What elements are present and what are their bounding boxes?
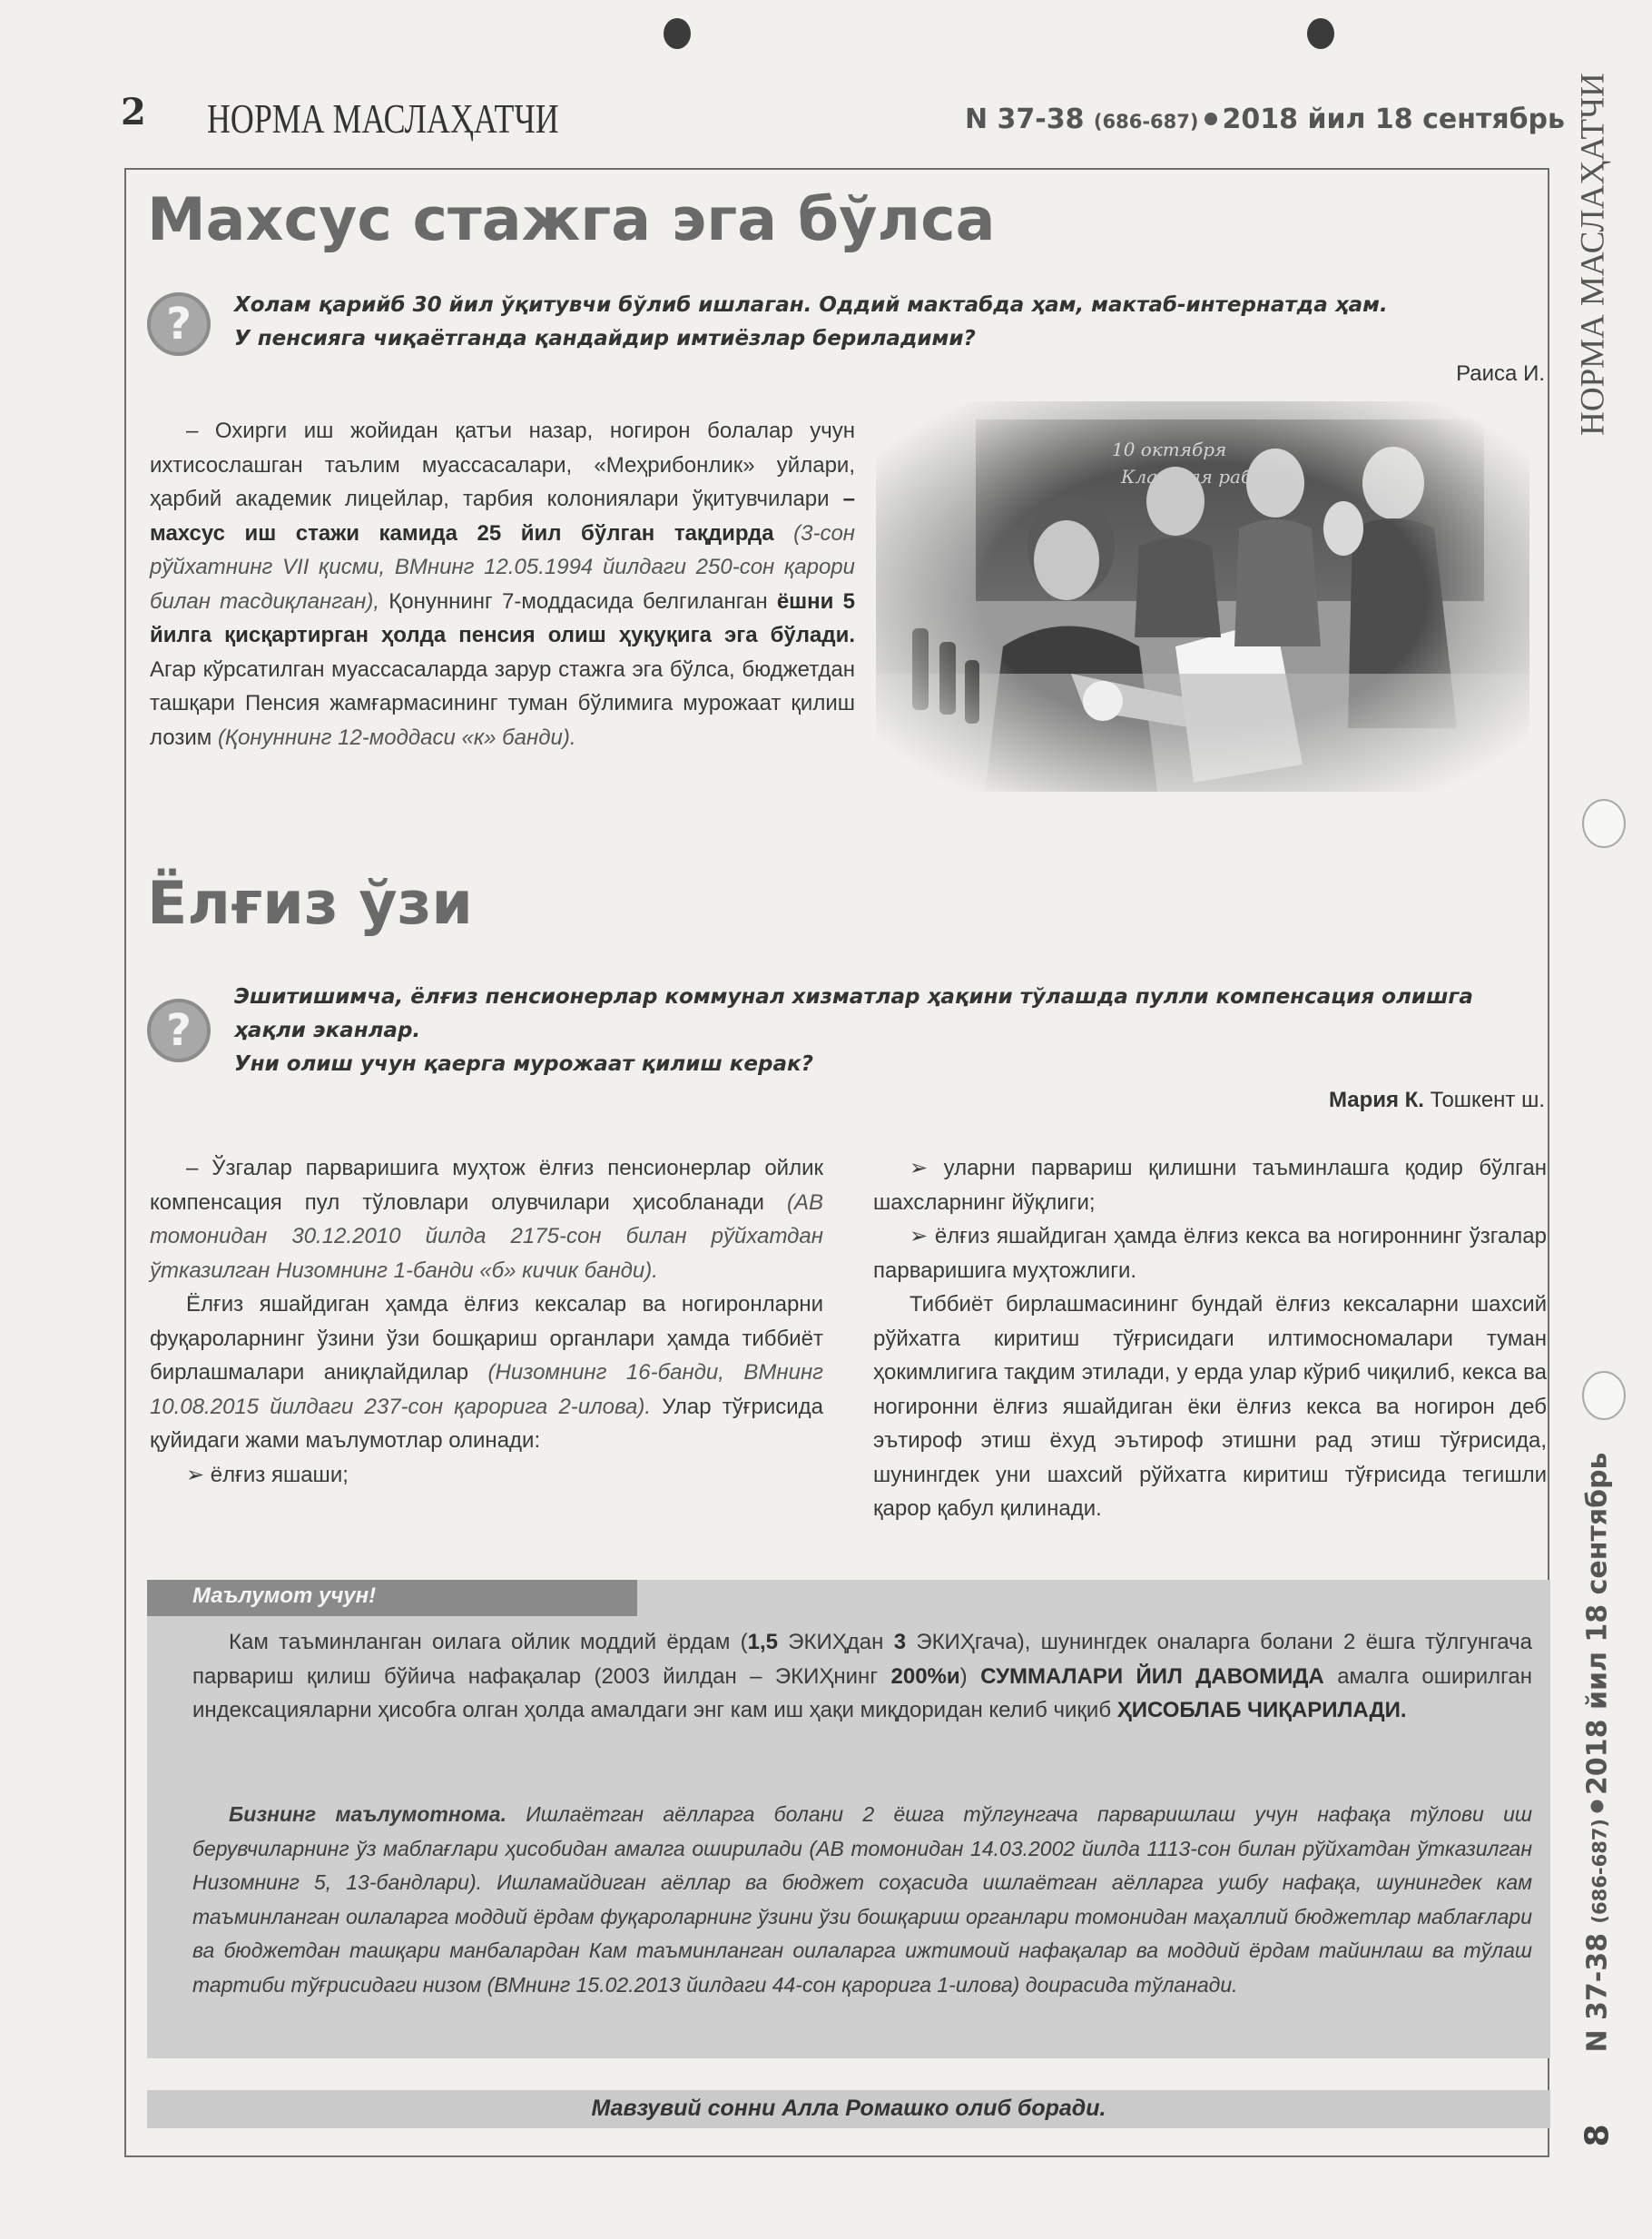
margin-ring-top — [1582, 799, 1626, 848]
side-issue-date: 2018 йил 18 сентябрь — [1581, 1452, 1614, 1795]
binder-hole-left — [664, 18, 691, 49]
classroom-photo — [876, 401, 1529, 792]
article1-author: Раиса И. — [1456, 361, 1545, 386]
bullet-dot-icon — [1205, 113, 1217, 125]
binder-hole-right — [1307, 18, 1334, 49]
question-mark-icon: ? — [147, 999, 211, 1062]
question-mark-icon: ? — [147, 292, 211, 356]
page-number: 2 — [121, 91, 146, 133]
article2-column-left: – Ўзгалар парваришига муҳтож ёлғиз пенсионерлар ойлик компенсация пул тўловлари олувчилари ҳисобланади (АВ томонидан 30.12.2010 йилда 2175-сон билан рўйхатдан ўтказилган Низомнинг 1-банди «б» кичик банди). Ёлғиз яшайдиган ҳамда ёлғиз кексалар ва ногиронларни фуқароларнинг ўзини ўзи бошқариш органлари ҳамда тиббиёт бирлашмалари аниқлайдилар (Низомнинг 16-банди, ВМнинг 10.08.2015 йилдаги 237-сон қарорига 2-илова). Улар тўғрисида қуйидаги жами маълумотлар олинади: ➢ ёлғиз яшаши; — [150, 1156, 823, 1487]
info-box-label: Маълумот учун! — [147, 1580, 637, 1616]
info-box-note: Бизнинг маълумотнома. Ишлаётган аёлларга болани 2 ёшга тўлгунгача парваришлаш учун нафақа тўлови иш берувчиларнинг ўз маблағлари ҳисобидан амалга оширилади (АВ томонидан 14.03.2002 йилда 1113-сон билан рўйхатдан ўтказилган Низомнинг 5, 13-бандлари). Ишламайдиган аёллар ва бюджет соҳасида ишлаётган аёлларга ушбу нафақа, шунингдек кам таъминланган оилаларга моддий ёрдам фуқароларнинг ўзини ўзи бошқариш органлари томонидан маҳаллий бюджетлар маблағлари ва бюджетдан ташқари манбалардан Кам таъминланган оилаларга ижтимоий нафақалар ва моддий ёрдам тайинлаш ва тўлаш тартиби тўғрисидаги низом (ВМнинг 15.02.2013 йилдаги 44-сон қарорига 1-илова) доирасида тўланади. — [192, 1802, 1532, 1997]
side-issue-sub: (686-687) — [1588, 1818, 1611, 1924]
issue-info — [965, 104, 1565, 135]
article2-author: Мария К. Тошкент ш. — [1328, 1088, 1545, 1112]
issue-date: 2018 йил 18 сентябрь — [1222, 104, 1565, 135]
issue-number-sub: (686-687) — [1093, 111, 1199, 133]
side-publication-title: НОРМА МАСЛАҲАТЧИ — [1574, 73, 1612, 436]
publication-title: НОРМА МАСЛАҲАТЧИ — [207, 95, 559, 142]
footer-credit: Мавзувий сонни Алла Ромашко олиб боради. — [147, 2090, 1550, 2128]
article1-answer: – Охирги иш жойидан қатъи назар, ногирон болалар учун ихтисослашган таълим муассасалари, «Меҳрибонлик» уйлари, ҳарбий академик лицейлар, тарбия колониялари ўқитувчилари – махсус иш стажи камида 25 йил бўлган тақдирда (3-сон рўйхатнинг VII қисми, ВМнинг 12.05.1994 йилдаги 250-сон қарори билан тасдиқланган), Қонуннинг 7-моддасида белгиланган ёшни 5 йилга қисқартирган ҳолда пенсия олиш ҳуқуқига эга бўлади. Агар кўрсатилган муассасаларда зарур стажга эга бўлса, бюджетдан ташқари Пенсия жамғармасининг туман бўлимига мурожаат қилиш лозим (Қонуннинг 12-моддаси «к» банди). — [150, 419, 855, 750]
article2-column-right: ➢ уларни парвариш қилишни таъминлашга қодир бўлган шахсларнинг йўқлиги; ➢ ёлғиз яшайдиган ҳамда ёлғиз кекса ва ногироннинг ўзгалар парваришига муҳтожлиги. Тиббиёт бирлашмасининг бундай ёлғиз кексаларни шахсий рўйхатга киритиш тўғрисидаги илтимосномалари туман ҳокимлигига тақдим этилади, у ерда улар кўриб чиқилиб, кекса ва ногиронни ёлғиз яшайдиган ёки ёлғиз кекса ва ногирон деб эътироф этиш ёхуд эътироф этишни рад этиш тўғрисида, шунингдек уни шахсий рўйхатга киритиш тўғрисида тегишли қарор қабул қилинади. — [873, 1156, 1547, 1521]
issue-number: N 37-38 — [964, 104, 1085, 135]
bullet-dot-icon — [1591, 1800, 1604, 1813]
article1-question: Холам қарийб 30 йил ўқитувчи бўлиб ишлаган. Оддий мактабда ҳам, мактаб-интернатда ҳам. У пенсияга чиқаётганда қандайдир имтиёзлар бериладими? — [234, 293, 1388, 350]
article1-heading: Махсус стажга эга бўлса — [147, 186, 996, 254]
article2-heading: Ёлғиз ўзи — [147, 870, 473, 938]
side-issue-info — [1568, 1453, 1627, 2052]
info-box-text: Кам таъминланган оилага ойлик моддий ёрдам (1,5 ЭКИҲдан 3 ЭКИҲгача), шунингдек оналарга болани 2 ёшга тўлгунгача парвариш қилиш бўйича нафақалар (2003 йилдан – ЭКИҲнинг 200%и) СУММАЛАРИ ЙИЛ ДАВОМИДА амалга оширилган индексацияларни ҳисобга олган ҳолда амалдаги энг кам иш ҳақи миқдоридан келиб чиқиб ҲИСОБЛАБ ЧИҚАРИЛАДИ. — [192, 1630, 1533, 1722]
side-issue-number: N 37-38 — [1581, 1933, 1614, 2053]
margin-ring-bottom — [1582, 1371, 1626, 1420]
side-page-number: 8 — [1578, 2124, 1617, 2147]
article2-question: Эшитишимча, ёлғиз пенсионерлар коммунал хизматлар ҳақини тўлашда пулли компенсация олишга ҳақли эканлар. Уни олиш учун қаерга мурожаат қилиш керак? — [234, 985, 1473, 1076]
